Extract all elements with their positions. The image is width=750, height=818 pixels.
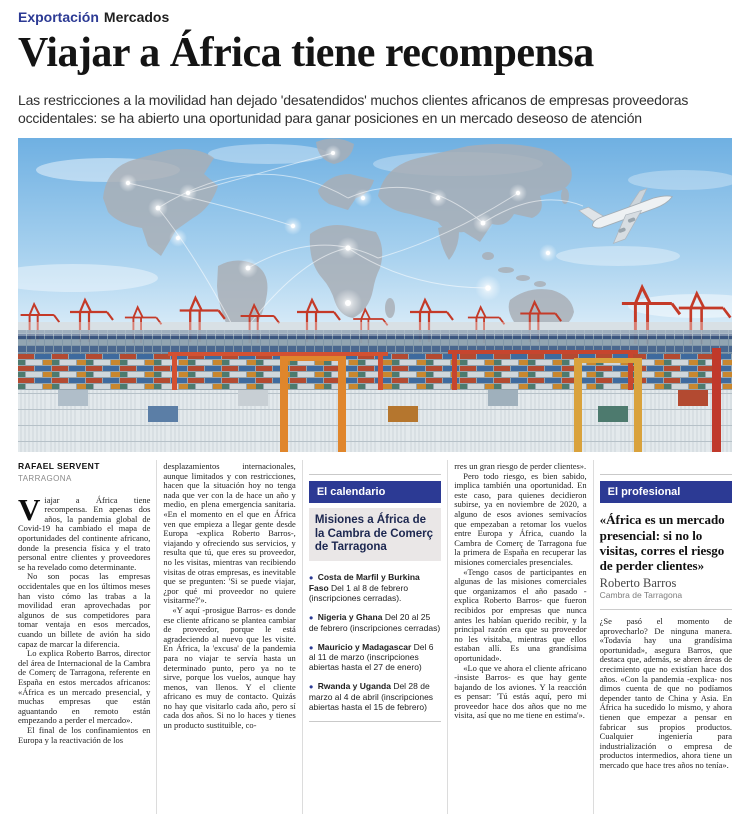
article-column-1 bbox=[18, 460, 156, 814]
box-bottom-rule bbox=[600, 609, 732, 610]
quote-author: Roberto Barros bbox=[599, 576, 677, 591]
bullet-icon: ● bbox=[308, 612, 314, 622]
article-column-5 bbox=[593, 460, 732, 814]
bullet-icon: ● bbox=[308, 642, 314, 652]
article-column-2 bbox=[156, 460, 301, 814]
drop-cap: V bbox=[18, 491, 41, 527]
pull-quote: «África es un mercado presencial: si no lo visitas, corres el riesgo de perder clientes» bbox=[599, 512, 725, 574]
kicker-category: Mercados bbox=[103, 9, 170, 25]
byline-author: RAFAEL SERVENT bbox=[18, 461, 100, 472]
calendar-box-title: Misiones a África de la Cambra de Comerç de Tarragona bbox=[309, 508, 441, 560]
article-paragraph: «Y aquí -prosigue Barros- es donde ese cliente africano se plantea cambiar de proveedor, porque le está agradeciendo al nuevo que les visite. En África, la 'excusa' de la pandemia para no viajar te servía hasta un determinado punto, pero ya no te sirve, porque los vuelos, aunque hay menos, van llenos. Y el cliente africano es muy de contacto. Quizás no hay que visitarlo cada año, pero sí cada dos años. Si no lo haces y tienes un producto sustituible, co- bbox=[163, 604, 296, 731]
world-trade-illustration bbox=[18, 138, 732, 452]
box-top-rule bbox=[309, 474, 441, 475]
byline bbox=[18, 462, 150, 483]
professional-box bbox=[600, 474, 732, 610]
calendar-item-detail: Del 28 de marzo al 4 de abril (inscripciones abiertas hasta el 15 de febrero) bbox=[308, 681, 434, 713]
article-paragraph: Pero todo riesgo, es bien sabido, implica también una oportunidad. En este caso, para quienes decidieron subirse, ya en noviembre de 2020, a alguno de esos aviones semivacíos que empezaban a retomar los vuelos entre Europa y África, cuando la Cambra de Comerç de Tarragona fue la primera de España en recuperar las misiones comerciales presenciales. bbox=[454, 470, 587, 567]
standfirst: Las restricciones a la movilidad han dejado 'desatendidos' muchos clientes africanos de empresas proveedoras occidentales: se ha abierto una oportunidad para ganar posiciones en un mercado deseoso de atención bbox=[18, 91, 689, 126]
calendar-item bbox=[309, 612, 441, 633]
box-bottom-rule bbox=[309, 721, 441, 722]
calendar-item-name: Costa de Marfil y Burkina Faso bbox=[308, 571, 420, 593]
article-paragraph: El final de los confinamientos en Europa y la reactivación de los bbox=[18, 724, 151, 745]
article-paragraph: desplazamientos internacionales, aunque limitados y con restricciones, hacen que la situación hoy no tenga nada que ver con la de hace un año y medio, en plena emergencia sanitaria. «En el momento en el que en África ven que empieza a llegar gente desde Europa -explica Roberto Barros-, viajando y ofreciendo sus servicios, y resulta que tú, que eres su proveedor, no les visitas, mientras van recibiendo visitas de otras empresas, es inevitable que se pregunten: 'Si se puede viajar, ¿por qué mi proveedor no quiere visitarme?'». bbox=[163, 461, 296, 606]
page-title: Viajar a África tiene recompensa bbox=[18, 30, 594, 76]
calendar-item bbox=[309, 572, 441, 603]
calendar-item bbox=[309, 642, 441, 673]
article-paragraph: Lo explica Roberto Barros, director del área de Internacional de la Cambra de Comerç de Tarragona, referente en España en estos mercados africanos: «África es un mercado presencial, y muchas empresas que están aguantando en remoto están empezando a perder el mercado». bbox=[18, 648, 151, 726]
article-paragraph: No son pocas las empresas occidentales que en los últimos meses han visto cómo las trabas a la movilidad eran aprovechadas por algunos de sus competidores para tomar ventaja en esos mercados, cuando un billete de avión ha sido capaz de marcar la diferencia. bbox=[18, 571, 151, 649]
calendar-item-detail: Del 6 al 11 de marzo (inscripciones abiertas hasta el 27 de enero) bbox=[308, 641, 434, 673]
article-paragraph: rres un gran riesgo de perder clientes». bbox=[454, 461, 587, 472]
calendar-items bbox=[309, 572, 441, 712]
article-paragraph: «Tengo casos de participantes en algunas de las misiones comerciales que organizamos el año pasado -explica Roberto Barros- que fueron recibidos por empresas que nunca antes les habían querido recibir, y la principal razón era que su proveedor no les visitaba, mientras que ellos estaban allí. Es una grandísima oportunidad». bbox=[454, 566, 587, 663]
article-paragraph: ¿Se pasó el momento de aprovecharlo? De ninguna manera. «Todavía hay una grandísima oportunidad», asegura Barros, que destaca que, además, se abren áreas de crecimiento que no existían hace dos años. «Con la pandemia -explica- nos dimos cuenta de que no podíamos depender tanto de China y Asia. En África ha sucedido lo mismo, y ahora tienen que empezar a pensar en fabricar sus propios productos. Cualquier ingeniería para industrialización o empresa de productos intermedios, ahora tiene un mercado que hace tres años no tenía». bbox=[599, 616, 733, 770]
bullet-icon: ● bbox=[308, 572, 314, 582]
article-paragraph: «Lo que ve ahora el cliente africano -insiste Barros- es que hay gente bajando de los aviones. Y la reacción es pensar: 'Tú estás aquí, pero mi proveedor hace dos años que no me visita, así que no me tiene en estima'». bbox=[454, 662, 587, 721]
kicker-section: Exportación bbox=[18, 9, 99, 25]
calendar-item-detail: Del 20 al 25 de febrero (inscripciones cerradas) bbox=[308, 611, 441, 633]
kicker bbox=[18, 0, 732, 25]
calendar-item bbox=[309, 681, 441, 712]
quote-author-org: Cambra de Tarragona bbox=[599, 590, 683, 601]
calendar-box bbox=[309, 474, 441, 722]
article-paragraph bbox=[18, 491, 151, 573]
calendar-item-name: Nigeria y Ghana bbox=[317, 611, 383, 622]
paragraph-text: iajar a África tiene recompensa. En apenas dos años, la pandemia global de Covid-19 ha cambiado el mapa de oportunidades del continente africano, donde la presencia física y el trato personal entre clientes y proveedores se ha revelado como determinante. bbox=[18, 494, 151, 572]
calendar-box-header: El calendario bbox=[309, 481, 441, 503]
article-body bbox=[18, 460, 732, 814]
professional-box-header: El profesional bbox=[600, 481, 732, 503]
bullet-icon: ● bbox=[308, 682, 314, 692]
byline-location: TARRAGONA bbox=[18, 473, 72, 483]
calendar-item-name: Rwanda y Uganda bbox=[317, 681, 391, 692]
calendar-item-detail: Del 1 al 8 de febrero (inscripciones cerradas). bbox=[308, 582, 409, 603]
calendar-item-name: Mauricio y Madagascar bbox=[317, 641, 412, 652]
article-column-4 bbox=[447, 460, 592, 814]
article-column-3 bbox=[302, 460, 447, 814]
box-top-rule bbox=[600, 474, 732, 475]
article-photo bbox=[18, 138, 732, 452]
